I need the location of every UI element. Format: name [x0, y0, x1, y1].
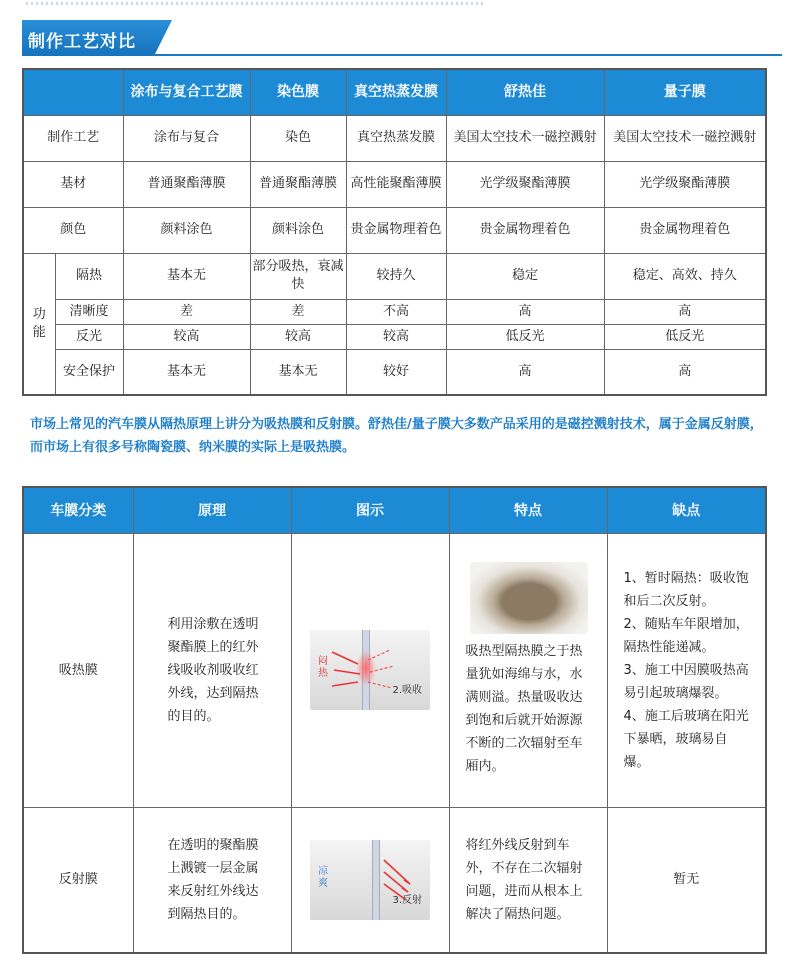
table-cell: 低反光 [446, 324, 604, 349]
film-name: 吸热膜 [23, 533, 133, 807]
row-label: 隔热 [55, 253, 123, 299]
illus-side-label: 凉爽 [318, 865, 328, 889]
absorb-illustration [310, 630, 430, 710]
table-cell: 颜料涂色 [250, 207, 346, 253]
table-cell: 较高 [346, 324, 446, 349]
illustration-cell [291, 533, 449, 807]
feature-text: 将红外线反射到车外，不存在二次辐射问题，进而从根本上解决了隔热问题。 [465, 837, 583, 922]
table-cell: 较高 [250, 324, 346, 349]
table-cell: 贵金属物理着色 [346, 207, 446, 253]
table-cell: 光学级聚酯薄膜 [604, 161, 766, 207]
table-cell: 较好 [346, 349, 446, 395]
table-cell: 普通聚酯薄膜 [123, 161, 250, 207]
table-cell: 贵金属物理着色 [446, 207, 604, 253]
table-row [23, 349, 766, 395]
principle-text: 在透明的聚酯膜上溅镀一层金属来反射红外线达到隔热目的。 [167, 837, 259, 922]
header-cell-corner [23, 69, 123, 115]
header-cell: 染色膜 [250, 69, 346, 115]
table-cell: 染色 [250, 115, 346, 161]
header-cell: 真空热蒸发膜 [346, 69, 446, 115]
function-group-label [23, 253, 55, 395]
film-type-note: 市场上常见的汽车膜从隔热原理上讲分为吸热膜和反射膜。舒热佳/量子膜大多数产品采用的是磁控溅射技术，属于金属反射膜，而市场上有很多号称陶瓷膜、纳米膜的实际上是吸热膜。 [30, 417, 763, 455]
header-cell: 特点 [449, 487, 607, 533]
table-row [23, 207, 766, 253]
table-row [23, 115, 766, 161]
table-cell: 美国太空技术一磁控溅射 [604, 115, 766, 161]
table-cell: 光学级聚酯薄膜 [446, 161, 604, 207]
row-label: 反光 [55, 324, 123, 349]
film-name: 反射膜 [23, 807, 133, 953]
table-cell: 基本无 [123, 349, 250, 395]
table-cell: 高 [604, 299, 766, 324]
table-row [23, 161, 766, 207]
illus-side-label: 闷热 [318, 656, 328, 679]
function-char: 功 [32, 306, 46, 322]
table-cell: 低反光 [604, 324, 766, 349]
process-comparison-table [22, 68, 767, 396]
header-cell: 涂布与复合工艺膜 [123, 69, 250, 115]
feature-text: 吸热型隔热膜之于热量犹如海绵与水，水满则溢。热量吸收达到饱和后就开始源源不断的二次辐射至车厢内。 [465, 644, 583, 774]
table-cell: 差 [123, 299, 250, 324]
row-label: 颜色 [23, 207, 123, 253]
defect-item: 4、施工后玻璃在阳光下暴晒，玻璃易自爆。 [623, 708, 749, 770]
sponge-photo [470, 562, 588, 634]
table-cell: 高性能聚酯薄膜 [346, 161, 446, 207]
feature-cell [449, 807, 607, 953]
table-row [23, 324, 766, 349]
header-cell: 原理 [133, 487, 291, 533]
table-cell: 高 [604, 349, 766, 395]
banner-underline [152, 54, 782, 56]
feature-content [450, 562, 607, 778]
table-row [23, 533, 766, 807]
table-cell: 高 [446, 299, 604, 324]
film-type-table [22, 486, 767, 954]
table-cell: 真空热蒸发膜 [346, 115, 446, 161]
table-cell: 高 [446, 349, 604, 395]
header-cell: 车膜分类 [23, 487, 133, 533]
decorative-dots [26, 2, 486, 5]
defect-item: 3、施工中因膜吸热高易引起玻璃爆裂。 [623, 662, 749, 701]
defect-item: 2、随贴车年限增加，隔热性能递减。 [623, 616, 749, 655]
defect-item: 暂无 [673, 872, 700, 888]
table-row [23, 253, 766, 299]
header-cell: 舒热佳 [446, 69, 604, 115]
header-cell: 图示 [291, 487, 449, 533]
principle-cell [133, 533, 291, 807]
table-cell: 较高 [123, 324, 250, 349]
illus-caption: 3.反射 [392, 894, 422, 906]
table-cell: 基本无 [123, 253, 250, 299]
table-header-row [23, 487, 766, 533]
table-header-row [23, 69, 766, 115]
row-label: 基材 [23, 161, 123, 207]
table-cell: 贵金属物理着色 [604, 207, 766, 253]
row-label: 安全保护 [55, 349, 123, 395]
defect-cell [607, 807, 766, 953]
table-row [23, 807, 766, 953]
feature-cell [449, 533, 607, 807]
defect-item: 1、暂时隔热：吸收饱和后二次反射。 [623, 570, 749, 609]
table-cell: 颜料涂色 [123, 207, 250, 253]
header-cell: 量子膜 [604, 69, 766, 115]
row-label: 清晰度 [55, 299, 123, 324]
header-cell: 缺点 [607, 487, 766, 533]
table-cell: 基本无 [250, 349, 346, 395]
function-char: 能 [32, 324, 46, 340]
defect-list [624, 567, 752, 774]
section-banner [22, 20, 782, 56]
table-cell: 涂布与复合 [123, 115, 250, 161]
table-row [23, 299, 766, 324]
table-cell: 不高 [346, 299, 446, 324]
table-cell: 较持久 [346, 253, 446, 299]
illustration-cell [291, 807, 449, 953]
table-cell: 稳定、高效、持久 [604, 253, 766, 299]
row-label: 制作工艺 [23, 115, 123, 161]
principle-text: 利用涂敷在透明聚酯膜上的红外线吸收剂吸收红外线，达到隔热的目的。 [167, 616, 259, 724]
illus-caption: 2.吸收 [392, 685, 422, 696]
defect-cell [607, 533, 766, 807]
table-cell: 稳定 [446, 253, 604, 299]
principle-cell [133, 807, 291, 953]
section-title: 制作工艺对比 [28, 32, 136, 52]
table-cell: 普通聚酯薄膜 [250, 161, 346, 207]
table-cell: 美国太空技术一磁控溅射 [446, 115, 604, 161]
table-cell: 差 [250, 299, 346, 324]
reflect-illustration [310, 840, 430, 920]
table-cell: 部分吸热，衰减快 [250, 253, 346, 299]
